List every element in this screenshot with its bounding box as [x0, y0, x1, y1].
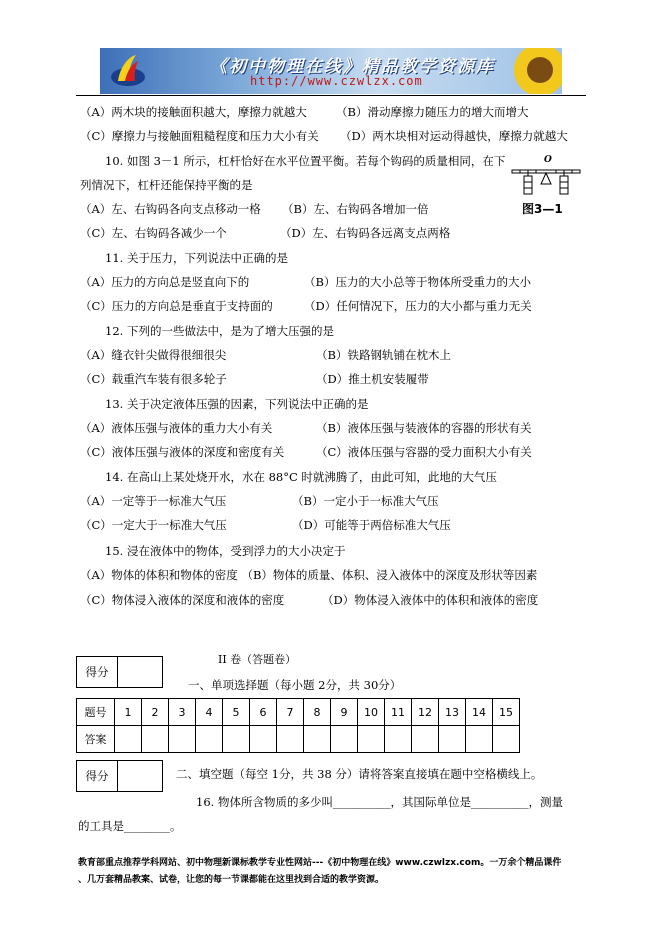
q13-option-a: （A）液体压强与液体的重力大小有关 — [80, 421, 273, 435]
answer-row-label: 答案 — [77, 726, 115, 753]
q10-option-d: （D）左、右钩码各远离支点两格 — [280, 226, 451, 240]
question-number-cell: 11 — [385, 699, 412, 726]
question-number-cell: 13 — [439, 699, 466, 726]
question-number-cell: 2 — [142, 699, 169, 726]
figure-caption: 图3—1 — [522, 202, 563, 216]
page-footer — [78, 855, 588, 889]
volume-two-title: II 卷（答题卷） — [218, 653, 297, 666]
question-number-cell: 9 — [331, 699, 358, 726]
q12-option-d: （D）推土机安装履带 — [316, 372, 429, 386]
header-divider — [76, 95, 586, 96]
q10-stem-line1: 10. 如图 3－1 所示，杠杆恰好在水平位置平衡。若每个钩码的质量相同，在下 — [105, 154, 506, 168]
score-box-1 — [76, 656, 163, 688]
answer-cell[interactable] — [493, 726, 520, 753]
q12-option-c: （C）载重汽车装有很多轮子 — [80, 372, 227, 386]
q13-option-b: （B）液体压强与装液体的容器的形状有关 — [316, 421, 532, 435]
answer-grid-number-row — [77, 699, 520, 726]
score-label: 得分 — [77, 761, 118, 792]
q9-option-d: （D）两木块相对运动得越快，摩擦力就越大 — [340, 129, 568, 143]
q11-option-b: （B）压力的大小总等于物体所受重力的大小 — [304, 275, 531, 289]
answer-cell[interactable] — [385, 726, 412, 753]
q12-option-b: （B）铁路钢轨铺在枕木上 — [316, 348, 451, 362]
q15-option-ab: （A）物体的体积和物体的密度 （B）物体的质量、体积、浸入液体中的深度及形状等因素 — [80, 568, 538, 582]
question-number-cell: 5 — [223, 699, 250, 726]
footer-line1: 教育部重点推荐学科网站、初中物理新课标教学专业性网站---《初中物理在线》www.czwlzx.com。一万余个精品课件 — [78, 858, 562, 868]
q14-option-d: （D）可能等于两倍标准大气压 — [292, 518, 451, 532]
sunflower-icon — [510, 48, 562, 94]
banner-title: 《初中物理在线》精品教学资源库 — [210, 57, 495, 77]
answer-cell[interactable] — [331, 726, 358, 753]
question-number-cell: 6 — [250, 699, 277, 726]
answer-grid — [76, 698, 520, 753]
q14-option-b: （B）一定小于一标准大气压 — [292, 494, 439, 508]
q10-option-c: （C）左、右钩码各减少一个 — [80, 226, 227, 240]
q14-stem: 14. 在高山上某处烧开水，水在 88°C 时就沸腾了，由此可知，此地的大气压 — [105, 470, 497, 484]
answer-cell[interactable] — [115, 726, 142, 753]
q16-line1: 16. 物体所含物质的多少叫__________，其国际单位是__________，测量 — [196, 795, 563, 809]
score-label: 得分 — [77, 657, 118, 688]
q10-option-a: （A）左、右钩码各向支点移动一格 — [80, 202, 261, 216]
question-number-cell: 12 — [412, 699, 439, 726]
q12-stem: 12. 下列的一些做法中，是为了增大压强的是 — [105, 324, 334, 338]
score-box-2 — [76, 760, 163, 792]
q14-option-a: （A）一定等于一标准大气压 — [80, 494, 227, 508]
banner-url[interactable]: http://www.czwlzx.com — [250, 74, 423, 88]
q13-stem: 13. 关于决定液体压强的因素，下列说法中正确的是 — [105, 397, 369, 411]
question-number-cell: 14 — [466, 699, 493, 726]
section1-title: 一、单项选择题（每小题 2分，共 30分） — [188, 678, 402, 692]
answer-cell[interactable] — [439, 726, 466, 753]
answer-cell[interactable] — [223, 726, 250, 753]
q14-option-c: （C）一定大于一标准大气压 — [80, 518, 227, 532]
answer-grid-answer-row — [77, 726, 520, 753]
lever-pivot-label: O — [544, 155, 552, 165]
q15-stem: 15. 浸在液体中的物体，受到浮力的大小决定于 — [105, 544, 346, 558]
question-number-cell: 10 — [358, 699, 385, 726]
q12-option-a: （A）缝衣针尖做得很细很尖 — [80, 348, 227, 362]
q15-option-d: （D）物体浸入液体中的体积和液体的密度 — [322, 593, 539, 607]
answer-cell[interactable] — [169, 726, 196, 753]
answer-cell[interactable] — [196, 726, 223, 753]
answer-cell[interactable] — [304, 726, 331, 753]
q9-option-a: （A）两木块的接触面积越大，摩擦力就越大 — [80, 105, 307, 119]
q10-stem-line2: 列情况下，杠杆还能保持平衡的是 — [80, 178, 253, 192]
question-number-cell: 15 — [493, 699, 520, 726]
question-number-cell: 4 — [196, 699, 223, 726]
footer-line2: 、几万套精品教案、试卷，让您的每一节课都能在这里找到合适的教学资源。 — [78, 875, 385, 885]
q11-option-a: （A）压力的方向总是竖直向下的 — [80, 275, 250, 289]
answer-cell[interactable] — [142, 726, 169, 753]
section2-title: 二、填空题（每空 1分，共 38 分）请将答案直接填在题中空格横线上。 — [176, 767, 543, 781]
question-number-cell: 1 — [115, 699, 142, 726]
q13-option-d: （C）液体压强与容器的受力面积大小有关 — [316, 445, 532, 459]
q11-stem: 11. 关于压力，下列说法中正确的是 — [105, 251, 288, 265]
question-number-cell: 8 — [304, 699, 331, 726]
answer-cell[interactable] — [250, 726, 277, 753]
site-banner — [100, 48, 562, 94]
q16-line2: 的工具是________。 — [78, 819, 182, 833]
q11-option-c: （C）压力的方向总是垂直于支持面的 — [80, 299, 273, 313]
answer-cell[interactable] — [412, 726, 439, 753]
number-row-label: 题号 — [77, 699, 115, 726]
question-number-cell: 7 — [277, 699, 304, 726]
q13-option-c: （C）液体压强与液体的深度和密度有关 — [80, 445, 285, 459]
q10-option-b: （B）左、右钩码各增加一倍 — [282, 202, 429, 216]
answer-cell[interactable] — [277, 726, 304, 753]
answer-cell[interactable] — [466, 726, 493, 753]
q9-option-c: （C）摩擦力与接触面粗糙程度和压力大小有关 — [80, 129, 319, 143]
q11-option-d: （D）任何情况下，压力的大小都与重力无关 — [304, 299, 532, 313]
score-field[interactable] — [118, 761, 163, 792]
answer-cell[interactable] — [358, 726, 385, 753]
site-logo-icon — [108, 51, 148, 91]
question-number-cell: 3 — [169, 699, 196, 726]
q9-option-b: （B）滑动摩擦力随压力的增大而增大 — [336, 105, 529, 119]
score-field[interactable] — [118, 657, 163, 688]
q15-option-c: （C）物体浸入液体的深度和液体的密度 — [80, 593, 285, 607]
